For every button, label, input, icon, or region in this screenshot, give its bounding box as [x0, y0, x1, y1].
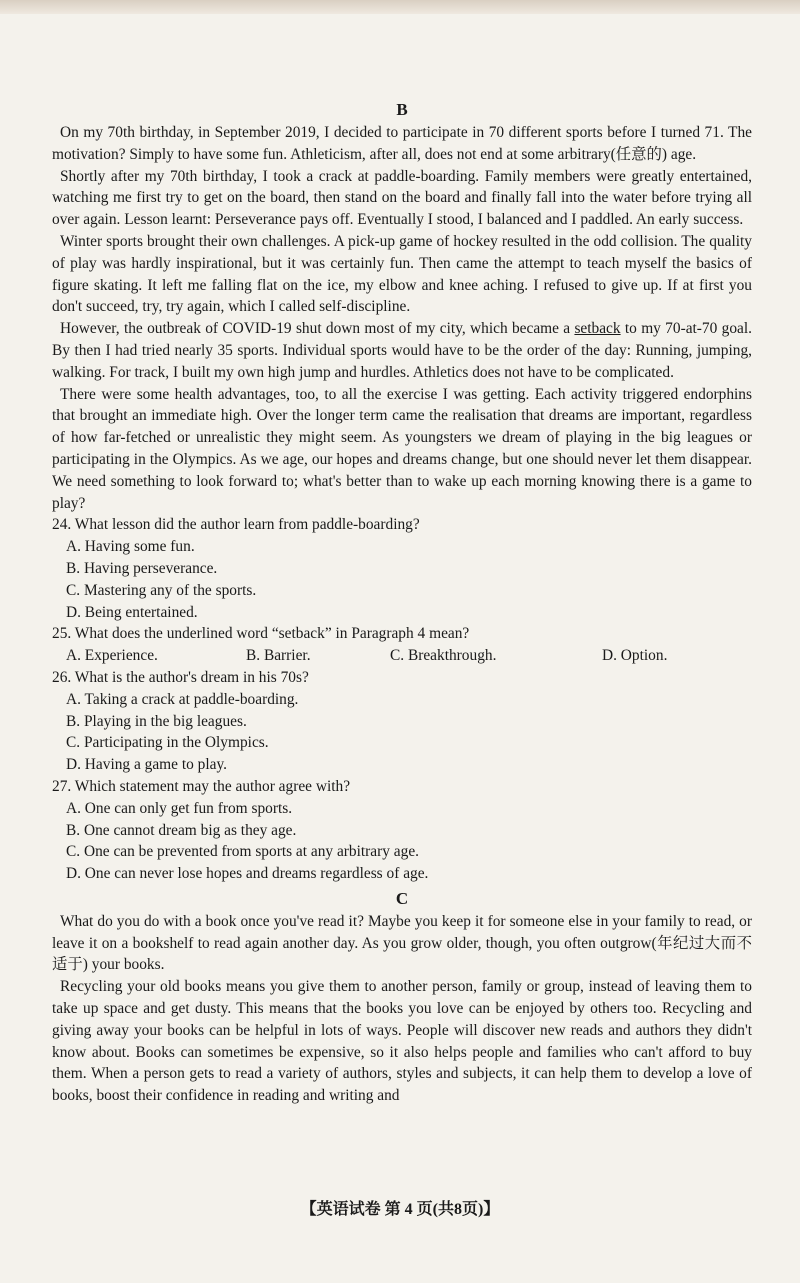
question-24-option-a: A. Having some fun. [66, 538, 195, 556]
question-24-option-c: C. Mastering any of the sports. [66, 581, 257, 599]
passage-b-paragraph-1: On my 70th birthday, in September 2019, I decided to participate in 70 different sports before I turned 71. The motivation? Simply to have some fun. Athleticism, after all, does not end at some arbitrary(任意的) age. [52, 124, 752, 163]
passage-b-paragraph-5: There were some health advantages, too, to all the exercise I was getting. Each activity triggered endorphins that brought an immediate high. Over the longer term came the realisation that dreams are important, regardless of how far-fetched or unrealistic they might seem. As youngsters we dream of playing in the big leagues or participating in the Olympics. As we age, our hopes and dreams change, but one should never let them disappear. We need something to look forward to; what's better than to wake up each morning knowing there is a game to play? [52, 385, 752, 512]
p4-text-after: to my 70-at-70 goal. By then I had tried nearly 35 sports. Individual sports would have to be the order of the day: Running, jumping, walking. For track, I built my own high jump and hurdles. Athletics does not have to be complicated. [52, 320, 752, 381]
question-24-stem: 24. What lesson did the author learn from paddle-boarding? [52, 516, 420, 534]
question-27-option-c: C. One can be prevented from sports at any arbitrary age. [66, 843, 419, 861]
scan-top-edge [0, 0, 800, 14]
question-25-option-d: D. Option. [602, 647, 668, 665]
passage-b-paragraph-3: Winter sports brought their own challenges. A pick-up game of hockey resulted in the odd collision. The quality of play was hardly inspirational, but it was certainly fun. Then came the attempt to teach myself the basics of figure skating. It left me falling flat on the ice, my elbow and knee aching. I refused to give up. If at first you don't succeed, try, try again, which I called self-discipline. [52, 232, 752, 316]
question-27-option-b: B. One cannot dream big as they age. [66, 821, 297, 839]
underlined-word-setback: setback [574, 320, 621, 338]
section-b-title: B [396, 100, 408, 119]
passage-b-paragraph-2: Shortly after my 70th birthday, I took a crack at paddle-boarding. Family members were greatly entertained, watching me first try to get on the board, then stand on the board and finally fall into the water before trying all over again. Lesson learnt: Perseverance pays off. Eventually I stood, I balanced and I paddled. An early success. [52, 167, 752, 229]
question-26-option-c: C. Participating in the Olympics. [66, 734, 269, 752]
question-25-option-c: C. Breakthrough. [390, 647, 497, 665]
question-24-option-b: B. Having perseverance. [66, 559, 218, 577]
question-25-option-b: B. Barrier. [246, 647, 311, 665]
page-footer: 【英语试卷 第 4 页(共8页)】 [300, 1201, 500, 1218]
section-c-title: C [395, 888, 409, 908]
question-26-option-d: D. Having a game to play. [66, 756, 227, 774]
question-27-option-d: D. One can never lose hopes and dreams regardless of age. [66, 865, 429, 883]
question-25-stem: 25. What does the underlined word “setback” in Paragraph 4 mean? [52, 625, 470, 643]
question-26-stem: 26. What is the author's dream in his 70s? [52, 668, 309, 686]
question-25-option-a: A. Experience. [66, 647, 158, 665]
passage-b-paragraph-4 [52, 318, 752, 383]
exam-page [52, 100, 752, 1107]
question-25-options [66, 645, 752, 667]
p4-text-before: However, the outbreak of COVID-19 shut down most of my city, which became a [60, 320, 575, 338]
question-27-option-a: A. One can only get fun from sports. [66, 799, 293, 817]
question-27-stem: 27. Which statement may the author agree with? [52, 777, 351, 795]
question-24-option-d: D. Being entertained. [66, 603, 198, 621]
question-26-option-b: B. Playing in the big leagues. [66, 712, 247, 730]
passage-c-paragraph-1: What do you do with a book once you've read it? Maybe you keep it for someone else in your family to read, or leave it on a bookshelf to read again another day. As you grow older, though, you often outgrow(年纪过大而不适于) your books. [52, 912, 752, 974]
question-26-option-a: A. Taking a crack at paddle-boarding. [66, 690, 299, 708]
passage-c-paragraph-2: Recycling your old books means you give them to another person, family or group, instead of leaving them to take up space and get dusty. This means that the books you love can be enjoyed by others too. Recycling and giving away your books can be helpful in lots of ways. People will discover new reads and authors they didn't know about. Books can sometimes be expensive, so it also helps people and families who can't afford to buy them. When a person gets to read a variety of authors, styles and subjects, it can help them to develop a love of books, boost their confidence in reading and writing and [52, 978, 752, 1105]
